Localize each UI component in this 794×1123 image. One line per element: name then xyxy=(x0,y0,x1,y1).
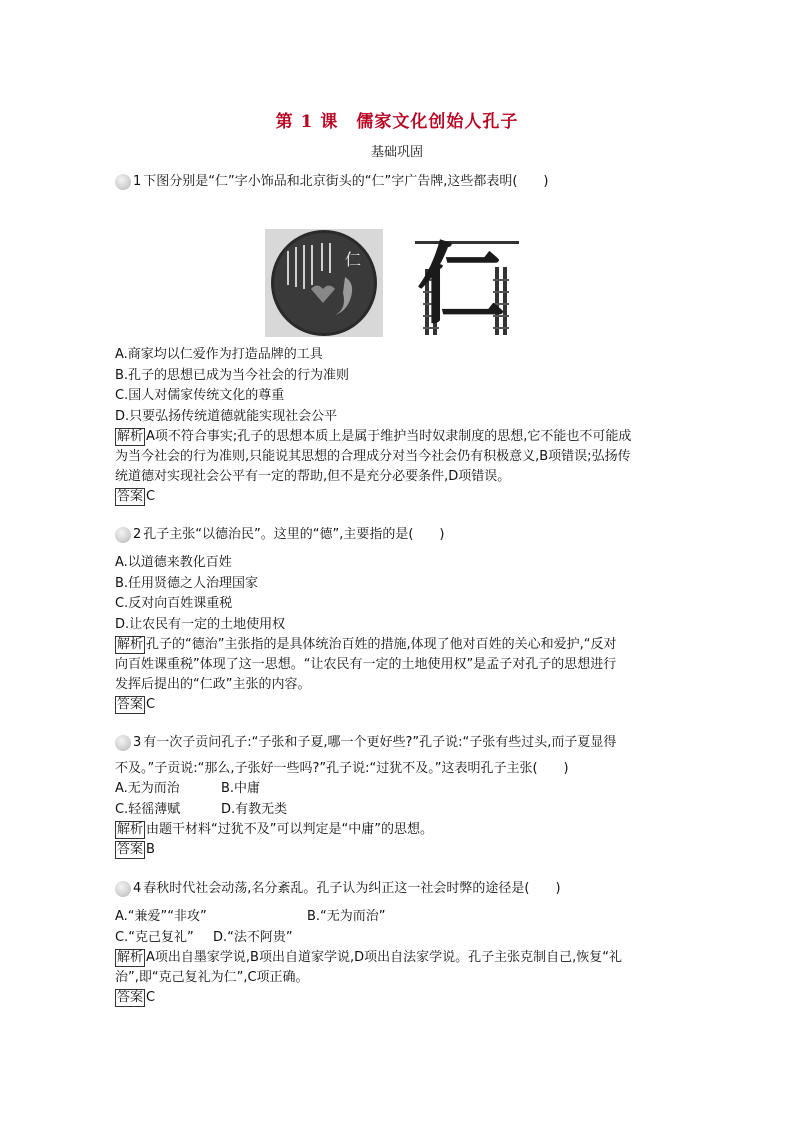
question-stem: 春秋时代社会动荡,名分紊乱。孔子认为纠正这一社会时弊的途径是( ) xyxy=(143,881,561,896)
question-stem: 有一次子贡问孔子:“子张和子夏,哪一个更好些?”孔子说:“子张有些过头,而子夏显得 xyxy=(143,735,617,750)
analysis-line: 孔子的“德治”主张指的是具体统治百姓的措施,体现了他对百姓的关心和爱护,“反对 xyxy=(146,637,617,652)
option-c: C.反对向百姓课重税 xyxy=(115,596,233,611)
analysis-line: 向百姓课重税”体现了这一思想。“让农民有一定的土地使用权”是孟子对孔子的思想进行 xyxy=(115,657,617,672)
analysis-block xyxy=(115,820,685,840)
analysis-line: 统道德对实现社会公平有一定的帮助,但不是充分必要条件,D项错误。 xyxy=(115,469,511,484)
answer-label: 答案 xyxy=(117,697,144,712)
question-1 xyxy=(115,172,685,192)
option-d: D.“法不阿贵” xyxy=(213,929,293,945)
question-1-figure xyxy=(265,229,545,337)
question-1-options xyxy=(115,345,685,507)
analysis-line: 发挥后提出的“仁政”主张的内容。 xyxy=(115,677,311,692)
ren-images xyxy=(265,229,545,337)
analysis-label: 解析 xyxy=(117,637,144,652)
badge-ren-char: 仁 xyxy=(345,250,362,269)
ren-street-sign-photo xyxy=(413,231,523,337)
analysis-label: 解析 xyxy=(117,950,144,965)
question-number: 1 xyxy=(133,174,142,189)
option-b: B.“无为而治” xyxy=(307,909,386,924)
option-d: D.让农民有一定的土地使用权 xyxy=(115,616,286,632)
analysis-line: A项不符合事实;孔子的思想本质上是属于维护当时奴隶制度的思想,它不能也不可能成 xyxy=(146,429,632,444)
question-number: 4 xyxy=(133,881,142,896)
answer-block xyxy=(115,487,685,507)
question-stem: 孔子主张“以德治民”。这里的“德”,主要指的是( ) xyxy=(143,527,445,542)
option-b: B.任用贤德之人治理国家 xyxy=(115,575,259,591)
option-c: C.轻徭薄赋 xyxy=(115,801,181,817)
section-subtitle: 基础巩固 xyxy=(370,145,423,160)
answer-value: C xyxy=(146,697,156,712)
answer-label: 答案 xyxy=(117,842,144,857)
answer-value: C xyxy=(146,489,156,504)
analysis-line: 为当今社会的行为准则,只能说其思想的合理成分对当今社会仍有积极意义,B项错误;弘扬传 xyxy=(115,449,631,464)
option-c: C.“克己复礼” xyxy=(115,929,194,945)
question-2 xyxy=(115,525,685,715)
answer-label: 答案 xyxy=(117,489,144,504)
option-b: B.孔子的思想已成为当今社会的行为准则 xyxy=(115,367,350,383)
answer-block xyxy=(115,988,685,1008)
analysis-block xyxy=(115,635,685,695)
question-bullet-icon xyxy=(115,735,131,751)
option-a: A.以道德来教化百姓 xyxy=(115,555,232,570)
ren-badge-photo xyxy=(265,229,383,337)
answer-value: B xyxy=(146,842,155,857)
analysis-block xyxy=(115,427,685,487)
answer-block xyxy=(115,695,685,715)
analysis-text: 由题干材料“过犹不及”可以判定是“中庸”的思想。 xyxy=(146,822,433,837)
answer-value: C xyxy=(146,990,156,1005)
analysis-label: 解析 xyxy=(117,429,144,444)
option-a: A.“兼爱”“非攻” xyxy=(115,909,207,924)
option-d: D.有教无类 xyxy=(221,801,288,817)
question-number: 3 xyxy=(133,735,142,750)
question-4 xyxy=(115,879,685,1008)
question-bullet-icon xyxy=(115,527,131,543)
option-c: C.国人对儒家传统文化的尊重 xyxy=(115,388,285,403)
question-stem: 下图分别是“仁”字小饰品和北京街头的“仁”字广告牌,这些都表明( ) xyxy=(143,174,549,189)
question-number: 2 xyxy=(133,527,142,542)
analysis-line: A项出自墨家学说,B项出自道家学说,D项出自法家学说。孔子主张克制自己,恢复“礼 xyxy=(146,950,622,965)
question-bullet-icon xyxy=(115,174,131,190)
option-a: A.商家均以仁爱作为打造品牌的工具 xyxy=(115,347,323,362)
option-d: D.只要弘扬传统道德就能实现社会公平 xyxy=(115,408,338,424)
answer-label: 答案 xyxy=(117,990,144,1005)
analysis-block xyxy=(115,948,685,988)
lesson-title: 第 1 课 儒家文化创始人孔子 xyxy=(275,112,519,132)
analysis-label: 解析 xyxy=(117,822,144,837)
sign-ren-char: 仁 xyxy=(417,232,506,336)
question-3 xyxy=(115,733,685,860)
question-bullet-icon xyxy=(115,881,131,897)
question-stem-continued: 不及。”子贡说:“那么,子张好一些吗?”孔子说:“过犹不及。”这表明孔子主张( ) xyxy=(115,761,569,776)
analysis-line: 治”,即“克己复礼为仁”,C项正确。 xyxy=(115,970,309,985)
option-b: B.中庸 xyxy=(221,781,261,796)
option-a: A.无为而治 xyxy=(115,781,180,796)
answer-block xyxy=(115,840,685,860)
